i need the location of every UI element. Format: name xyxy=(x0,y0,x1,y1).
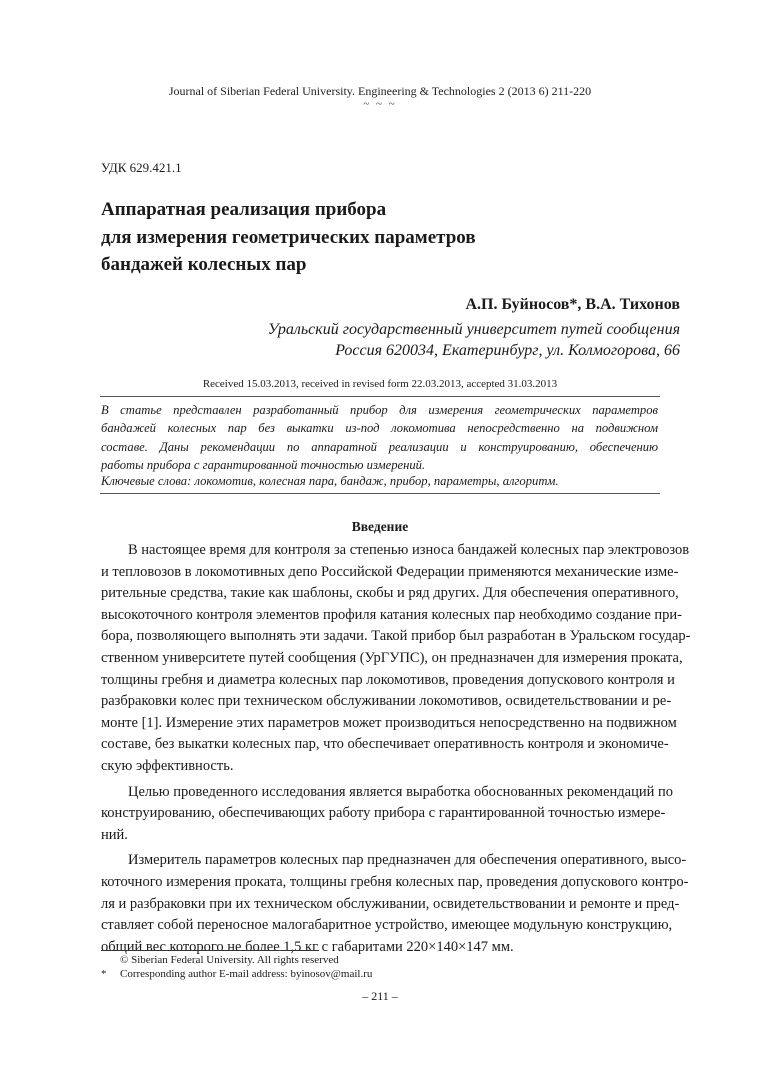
abstract-top-rule xyxy=(100,396,660,397)
footnote-copyright xyxy=(101,953,372,967)
paragraph-line: бора, позволяющего выполнять эти задачи. Такой прибор был разработан в Уральском государ- xyxy=(101,628,691,645)
paragraph-line: коточного измерения проката, толщины гребня колесных пар, проведения допускового контро- xyxy=(101,873,689,890)
abstract-line: работы прибора с гарантированной точностью измерений. xyxy=(101,458,426,473)
footnote-rule xyxy=(101,950,319,951)
journal-header: Journal of Siberian Federal University. Engineering & Technologies 2 (2013 6) 211-220 xyxy=(168,84,592,98)
paragraph-line: Целью проведенного исследования является выработка обоснованных рекомендаций по xyxy=(128,783,673,800)
title-line: для измерения геометрических параметров xyxy=(101,226,476,248)
body-text xyxy=(101,540,691,958)
paragraph-line: общий вес которого не более 1,5 кг с габаритами 220×140×147 мм. xyxy=(101,938,514,955)
paragraph-line: разбраковки колес при техническом обслуживании локомотивов, освидетельствовании и ре- xyxy=(101,693,672,710)
title-line: Аппаратная реализация прибора xyxy=(101,199,387,220)
section-heading: Введение xyxy=(351,519,409,534)
abstract-line: бандажей колесных пар без выкатки из-под локомотива непосредственно на подвижном xyxy=(101,421,658,436)
keywords: Ключевые слова: локомотив, колесная пара, бандаж, прибор, параметры, алгоритм. xyxy=(101,474,559,488)
paragraph-line: В настоящее время для контроля за степенью износа бандажей колесных пар электровозов xyxy=(128,542,690,558)
paragraph-line: ставляет собой переносное малогабаритное устройство, имеющее модульную конструкцию, xyxy=(101,917,673,934)
footnote-text: Corresponding author E-mail address: byinosov@mail.ru xyxy=(120,968,373,980)
paragraph-line: ственном университете путей сообщения (УрГУПС), он предназначен для измерения проката, xyxy=(101,649,683,666)
paragraph-line: Измеритель параметров колесных пар предназначен для обеспечения оперативного, высо- xyxy=(128,852,687,869)
authors: А.П. Буйносов*, В.А. Тихонов xyxy=(465,296,680,313)
affiliation xyxy=(268,319,680,361)
paragraph-line: и тепловозов в локомотивных депо Российской Федерации применяются механические изме- xyxy=(101,563,679,580)
paragraph-line: толщины гребня и диаметра колесных пар локомотивов, проведения допускового контроля и xyxy=(101,671,675,688)
abstract-line: составе. Даны рекомендации по аппаратной реализации и конструированию, обеспечению xyxy=(101,439,658,454)
paragraph-line: конструированию, обеспечивающих работу прибора с гарантированной точностью измере- xyxy=(101,805,666,822)
abstract-line: В статье представлен разработанный прибор для измерения геометрических параметров xyxy=(101,403,658,417)
paragraph-line: высокоточного контроля элементов профиля катания колесных пар необходимо создание при- xyxy=(101,606,682,623)
affiliation-line: Россия 620034, Екатеринбург, ул. Колмогорова, 66 xyxy=(335,342,680,359)
paragraph-line: ля и разбраковки при их техническом обслуживании, освидетельствовании и ремонте и пред- xyxy=(101,895,680,912)
paragraph-line: рительные средства, такие как шаблоны, скобы и ряд других. Для обеспечения оперативного, xyxy=(101,585,679,602)
footnote-mark: * xyxy=(101,968,107,980)
paragraph-line: составе, без выкатки колесных пар, что обеспечивает оперативность контроля и экономиче- xyxy=(101,736,669,753)
udk-code: УДК 629.421.1 xyxy=(101,160,182,175)
received-dates: Received 15.03.2013, received in revised form 22.03.2013, accepted 31.03.2013 xyxy=(202,378,558,390)
title-line: бандажей колесных пар xyxy=(101,254,307,275)
footnotes xyxy=(101,953,372,981)
paragraph-line: монте [1]. Измерение этих параметров может производиться непосредственно на подвижном xyxy=(101,714,677,731)
header-ornament: ~ ~ ~ xyxy=(363,98,397,110)
abstract xyxy=(101,401,658,475)
footnote-corresponding xyxy=(101,967,372,981)
paragraph-line: ний. xyxy=(101,826,128,843)
paragraph-line: скую эффективность. xyxy=(101,757,234,774)
footnote-text: © Siberian Federal University. All rights reserved xyxy=(120,954,339,966)
affiliation-line: Уральский государственный университет путей сообщения xyxy=(267,321,680,338)
abstract-bottom-rule xyxy=(100,493,660,494)
page-number: – 211 – xyxy=(362,989,398,1003)
article-title xyxy=(101,196,661,279)
